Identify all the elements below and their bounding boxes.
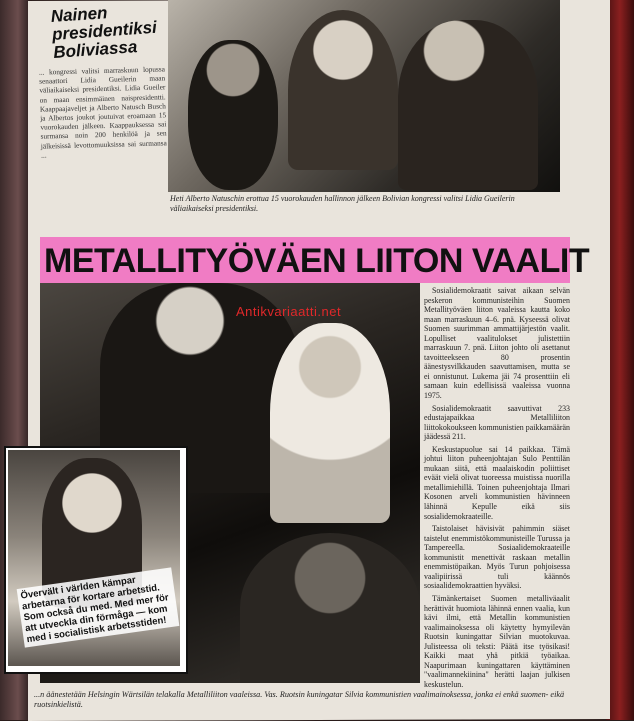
- top-story-headline: Nainen presidentiksi Boliviassa: [50, 3, 158, 62]
- article-paragraph: Taistolaiset hävisivät pahimmin siäset taistelut enemmistökommunisteille Turussa ja Tampereella. Sosiaalidemokraateille kommunistit menettivät raskaan metallin enemmistöpaikan. Myös Turun pohjoisessa vaalipiirissä tuli käännös sosiaalidemokraattien hyväksi.: [424, 524, 570, 591]
- main-headline: METALLITYÖVÄEN LIITON VAALIT: [44, 242, 590, 280]
- photo-figure-woman: [288, 10, 398, 170]
- article-paragraph: Sosialidemokraatit saavuttivat 233 edustajapaikkaa Metalliliiton liittokokoukseen kommunistien paikkamäärän jäädessä 211.: [424, 403, 570, 442]
- binder-right-edge: [606, 0, 634, 720]
- photo-figure-man: [398, 20, 538, 190]
- article-body: [424, 286, 570, 692]
- watermark-text: Antikvariaatti.net: [236, 304, 342, 319]
- article-paragraph: Tämänkertaiset Suomen metalliväaalit herättivät huomiota lähinnä ennen vaalia, kun kävi ilmi, että Metallin kommunistien vaalimainoksessa oli käytetty hymyilevän Ruotsin kuningattar Silvian muotokuvaa. Julisteessa oli teksti: Päätä itse työsikasi! Kaikki maat yhä pitkiä työaikaa. Naapurimaan kuningattaren käyttäminen "vaalimannekiinina" herätti laajan julkisen keskustelun.: [424, 593, 570, 689]
- top-news-photo: [168, 0, 560, 192]
- top-photo-caption: Heti Alberto Natuschin erottua 15 vuorokauden hallinnon jälkeen Bolivian kongressi valitsi Lidia Gueilerin väliaikaiseksi presidentiksi.: [170, 194, 515, 213]
- article-paragraph: Keskustapuolue sai 14 paikkaa. Tämä johtui liiton puheenjohtajan Sulo Penttilän mukaan siitä, että maalaiskodin poliittiset eväät vielä olivat tuoreessa muistissa nuorilla metallimiehillä. Toinen puheenjohtaja Ilmari Kosonen arveli kommunistien hävinneen lähinnä Kepulle eikä siis sosialidemokraateille.: [424, 444, 570, 521]
- top-story-column: ... kongressi valitsi marraskuun lopussa senaattori Lidia Gueilerin maan väliaikaiseksi presidentiksi. Lidia Gueiler on maan ensimmäinen naispresidentti. Kaappaajaveljet ja Alberto Natusch Busch ja Albertos joukot joutuivat eroamaan 15 vuorokauden jälkeen. Kaappauksessa sai surmansa noin 200 henkilöä ja sen jälkeisissä levottomuuksissa sai surmansa ...: [38, 64, 167, 160]
- inset-poster-text: Övervält i världen kämpar arbetarna för kortare arbetstid. Som också du med. Med mer för att utveckla din förmåga — kom med i socialistisk arbetsstiden!: [17, 567, 180, 647]
- photo-figure: [188, 40, 278, 190]
- photo-figure-child: [270, 323, 390, 523]
- article-paragraph: Sosialidemokraatit saivat aikaan selvän peskeron kommunisteihin Suomen Metallityöväen liiton vaaleissa kautta koko maan marraskuun 4–6. pnä. Kyseessä olivat Suomen suurimman ammattijärjestön vaalit. Lopulliset vaalitulokset julistettiin marraskuun 7. pnä. Liiton johto oli asettanut tavoitteekseen 80 prosentin äänestysvilkkauden saavuttamisen, mutta se ei onnistunut. Lukema jäi 74 prosenttiin eli samaan kuin edellisissä vaaleissa vuonna 1975.: [424, 286, 570, 401]
- bottom-photo-caption: ...n äänestetään Helsingin Wärtsilän telakalla Metalliliiton vaaleissa. Vas. Ruotsin kuningatar Silvia kommunistien vaalimainoksessa, jonka ei enkä suomen- eikä ruotsinkielistä.: [34, 690, 565, 709]
- photo-figure-crowd: [240, 533, 420, 683]
